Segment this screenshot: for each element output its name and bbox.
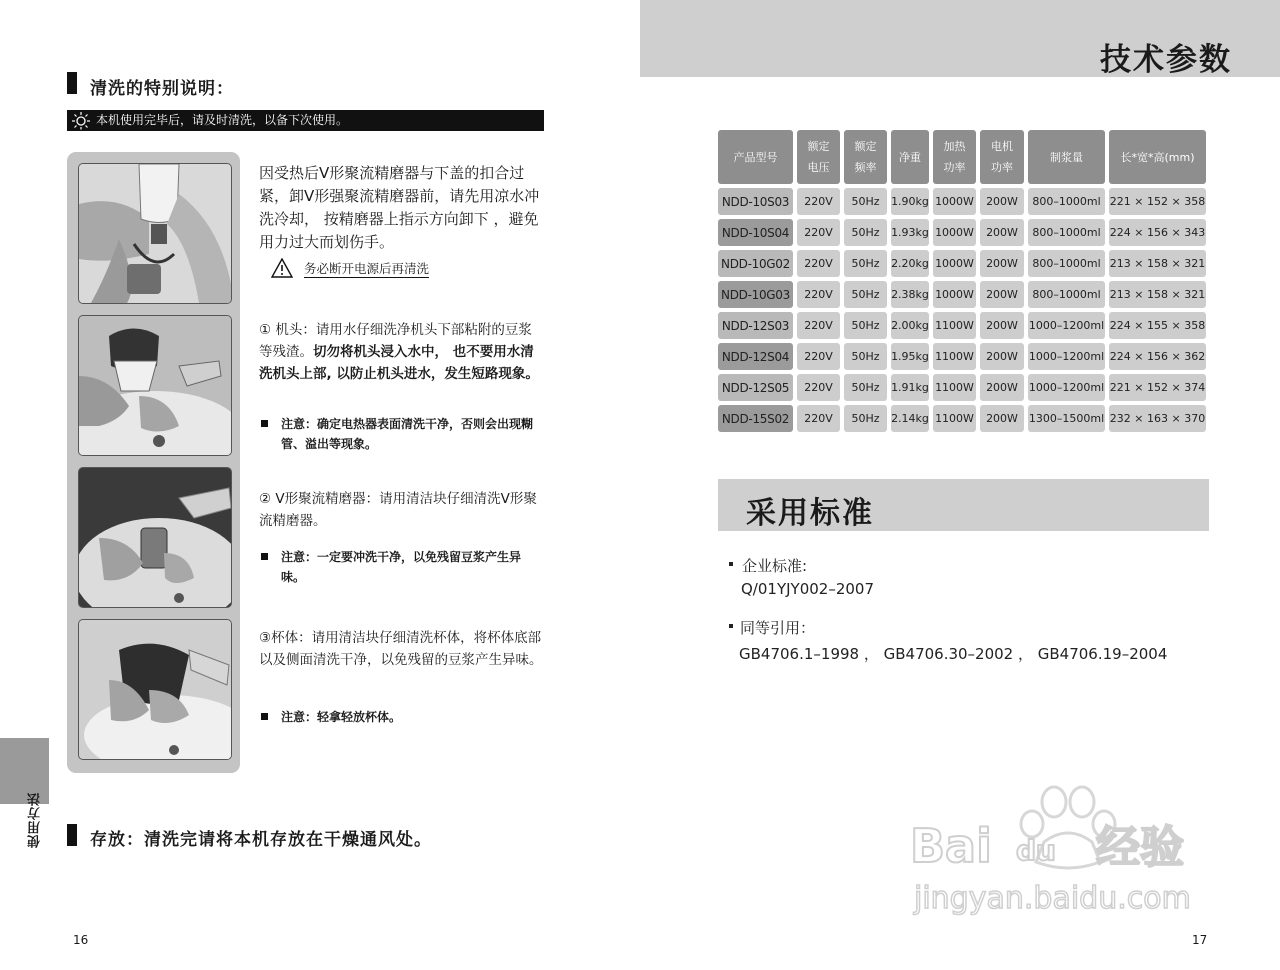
table-cell: 200W [980,312,1024,339]
svg-text:Bai: Bai [910,819,992,873]
table-cell: 200W [980,250,1024,277]
table-cell: 1000–1200ml [1028,312,1105,339]
std2-label: 同等引用： [740,619,816,637]
table-header-cell: 制浆量 [1028,130,1105,184]
table-cell: 50Hz [844,312,887,339]
tip-text: 本机使用完毕后，请及时清洗，以备下次使用。 [96,113,349,127]
intro-paragraph: 因受热后V形聚流精磨器与下盖的扣合过紧，卸V形强聚流精磨器前，请先用凉水冲洗冷却， 按精磨器上指示方向卸下 ，避免用力过大而划伤手。 [259,164,540,251]
table-header-cell: 加热 功率 [933,130,976,184]
table-cell: 50Hz [844,405,887,432]
table-cell: 221 × 152 × 358 [1109,188,1206,215]
table-cell: 2.38kg [891,281,929,308]
table-cell: 50Hz [844,219,887,246]
page-number-left: 16 [73,933,89,947]
table-cell: 1000W [933,281,976,308]
bullet-icon [729,624,733,628]
table-cell: 1100W [933,343,976,370]
table-cell: 1.95kg [891,343,929,370]
table-cell: 200W [980,405,1024,432]
photo-remove-grinder [78,163,232,304]
power-warning-text: 务必断开电源后再清洗 [304,261,430,276]
square-bullet-icon [261,713,268,720]
table-cell: 1100W [933,405,976,432]
step1-bold-text: 切勿将机头浸入水中， 也不要用水清洗机头上部, 以防止机头进水，发生短路现象。 [259,344,539,382]
photo-wash-grinder [78,467,232,608]
table-header-cell: 电机 功率 [980,130,1024,184]
table-row-model: NDD-10G03 [718,281,793,308]
std1-value: Q/01YJY002–2007 [741,580,875,598]
table-cell: 220V [797,281,840,308]
table-cell: 2.20kg [891,250,929,277]
table-row-model: NDD-10G02 [718,250,793,277]
table-cell: 1100W [933,374,976,401]
table-cell: 1100W [933,312,976,339]
table-cell: 232 × 163 × 370 [1109,405,1206,432]
table-cell: 800–1000ml [1028,219,1105,246]
table-cell: 2.00kg [891,312,929,339]
table-row-model: NDD-12S03 [718,312,793,339]
step3-paragraph: ③杯体：请用清洁块仔细清洗杯体，将杯体底部以及侧面清洗干净，以免残留的豆浆产生异味。 [259,630,543,668]
table-header-cell: 额定 频率 [844,130,887,184]
table-row-model: NDD-10S03 [718,188,793,215]
lightbulb-icon [71,111,91,130]
svg-text:经验: 经验 [1096,822,1184,873]
note3-text: 注意：轻拿轻放杯体。 [281,710,402,724]
square-bullet-icon [261,553,268,560]
tip-banner [67,110,544,131]
table-cell: 1000W [933,219,976,246]
page-title: 技术参数 [1100,42,1232,78]
cleaning-section-title: 清洗的特别说明： [90,79,234,99]
page-number-right: 17 [1192,933,1208,947]
table-cell: 224 × 156 × 362 [1109,343,1206,370]
std2-value: GB4706.1–1998 ， GB4706.30–2002 ， GB4706.19–2004 [739,645,1168,663]
table-row-model: NDD-12S04 [718,343,793,370]
table-cell: 800–1000ml [1028,281,1105,308]
table-cell: 221 × 152 × 374 [1109,374,1206,401]
table-cell: 50Hz [844,374,887,401]
step2-paragraph: ② V形聚流精磨器：请用清洁块仔细清洗V形聚流精磨器。 [259,491,537,529]
photo-wash-head [78,315,232,456]
square-bullet-icon [261,420,268,427]
table-cell: 224 × 155 × 358 [1109,312,1206,339]
table-cell: 200W [980,188,1024,215]
watermark-url: jingyan.baidu.com [914,881,1191,916]
step1-text: ① 机头：请用水仔细洗净机头下部粘附的豆浆等残渣。 [259,322,532,360]
table-cell: 200W [980,219,1024,246]
table-cell: 1000–1200ml [1028,374,1105,401]
svg-text:du: du [1016,834,1056,867]
table-cell: 220V [797,250,840,277]
table-cell: 1.93kg [891,219,929,246]
table-cell: 2.14kg [891,405,929,432]
side-label: 使用方法 [28,792,43,848]
table-cell: 1.91kg [891,374,929,401]
table-row-model: NDD-15S02 [718,405,793,432]
storage-marker [67,824,77,846]
table-cell: 200W [980,281,1024,308]
note2-text: 注意：一定要冲洗干净，以免残留豆浆产生异味。 [281,550,522,584]
table-cell: 50Hz [844,281,887,308]
table-cell: 50Hz [844,188,887,215]
baidu-watermark [904,762,1204,922]
table-cell: 220V [797,312,840,339]
table-header-cell: 产品型号 [718,130,793,184]
table-header-cell: 净重 [891,130,929,184]
table-cell: 1000W [933,250,976,277]
warning-triangle-icon [271,258,293,278]
table-header-cell: 长*宽*高(mm) [1109,130,1206,184]
standards-band [718,479,1209,531]
table-cell: 50Hz [844,343,887,370]
table-cell: 200W [980,343,1024,370]
table-cell: 220V [797,405,840,432]
standards-title: 采用标准 [746,496,874,531]
table-cell: 200W [980,374,1024,401]
note1-text: 注意：确定电热器表面清洗干净，否则会出现糊管、溢出等现象。 [281,417,534,451]
table-cell: 800–1000ml [1028,188,1105,215]
table-cell: 220V [797,343,840,370]
table-cell: 800–1000ml [1028,250,1105,277]
table-cell: 1000W [933,188,976,215]
table-cell: 213 × 158 × 321 [1109,250,1206,277]
table-cell: 224 × 156 × 343 [1109,219,1206,246]
table-cell: 213 × 158 × 321 [1109,281,1206,308]
photo-wash-cup [78,619,232,760]
photo-panel [67,152,240,773]
table-cell: 50Hz [844,250,887,277]
table-row-model: NDD-10S04 [718,219,793,246]
step1-paragraph [259,319,544,385]
table-cell: 220V [797,188,840,215]
storage-title: 存放：清洗完请将本机存放在干燥通风处。 [90,830,432,850]
table-row-model: NDD-12S05 [718,374,793,401]
table-cell: 1.90kg [891,188,929,215]
section-marker [67,72,77,94]
table-cell: 220V [797,374,840,401]
table-cell: 220V [797,219,840,246]
bullet-icon [729,562,733,566]
std1-label: 企业标准: [742,557,808,575]
table-cell: 1000–1200ml [1028,343,1105,370]
table-cell: 1300–1500ml [1028,405,1105,432]
table-header-cell: 额定 电压 [797,130,840,184]
